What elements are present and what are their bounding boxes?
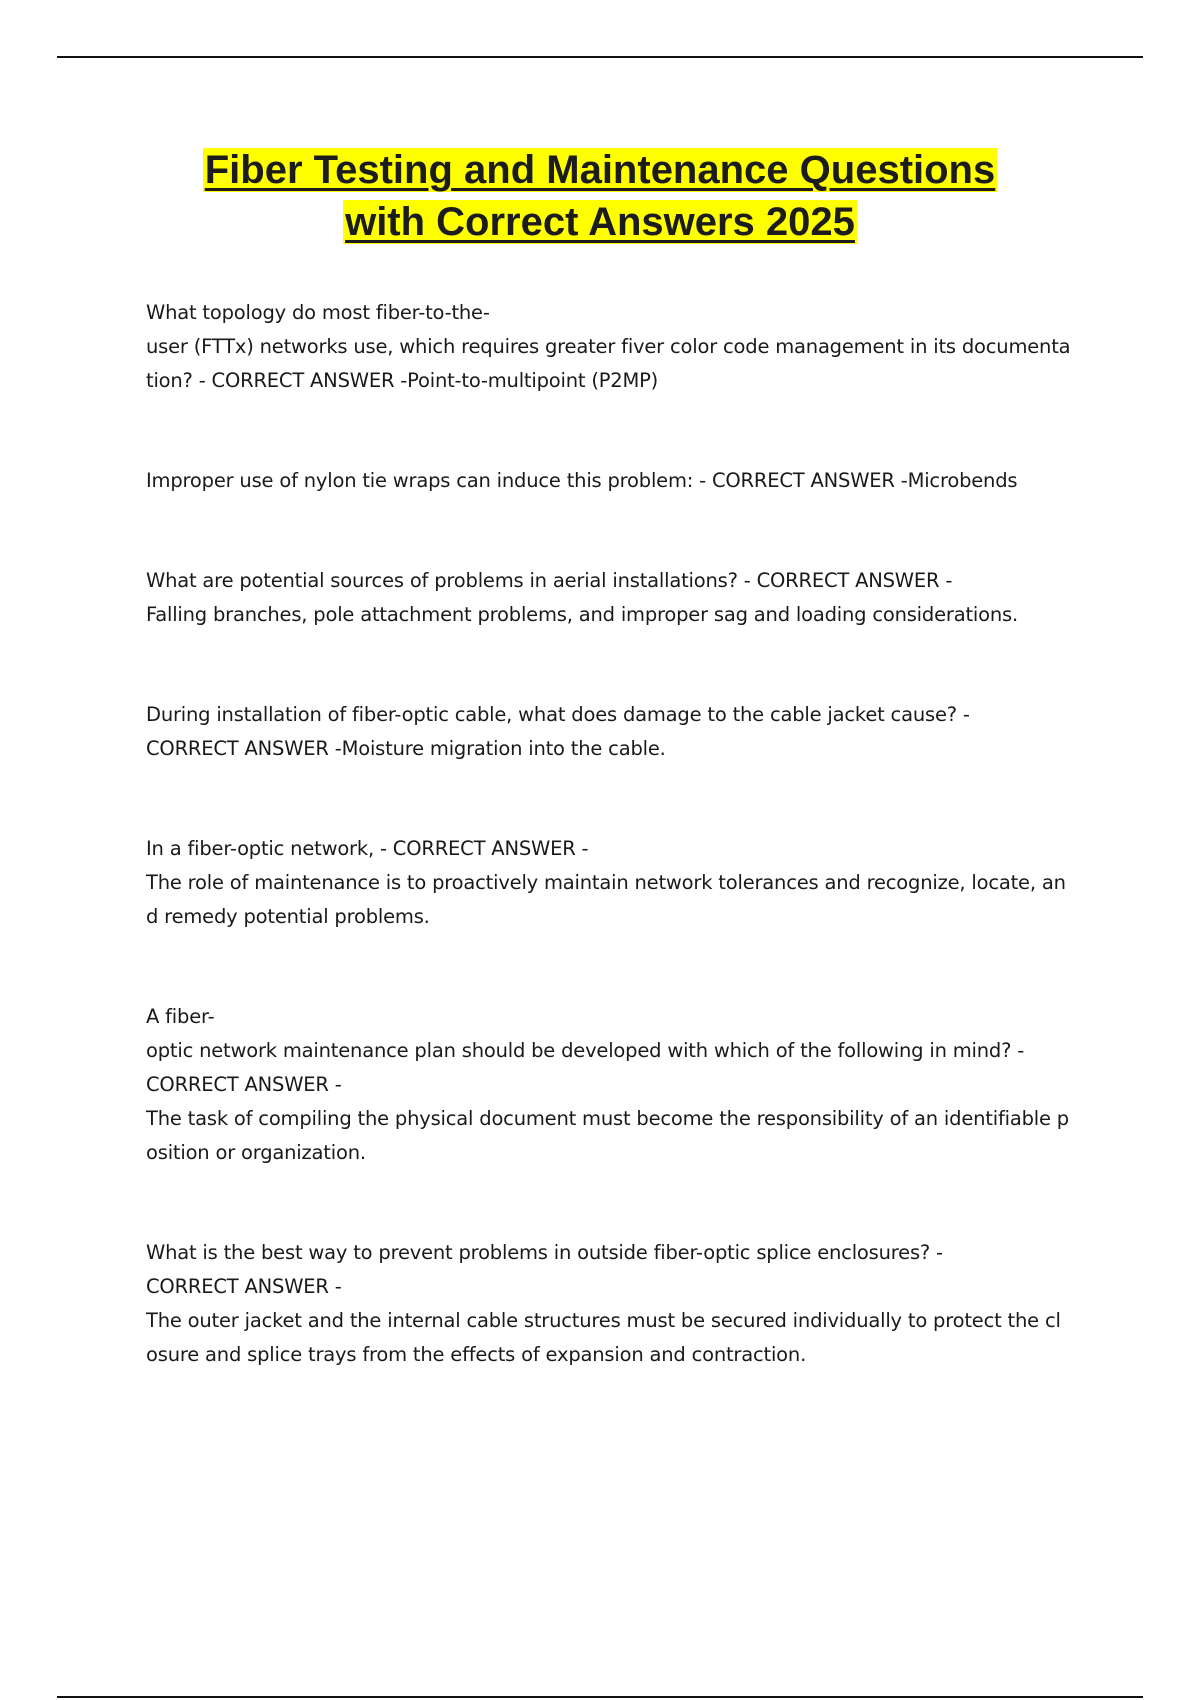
qa-item: Improper use of nylon tie wraps can induce this problem: - CORRECT ANSWER -Microbends [146,469,1018,492]
qa-item: During installation of fiber-optic cable, what does damage to the cable jacket cause? - CORRECT ANSWER -Moisture migration into the cable. [146,703,970,760]
title-line-2: with Correct Answers 2025 [345,200,855,244]
qa-item: What is the best way to prevent problems in outside fiber-optic splice enclosures? - CORRECT ANSWER - The outer jacket and the internal cable structures must be secured individually to protect the cl osure and splice trays from the effects of expansion and contraction. [146,1241,1061,1366]
qa-item: In a fiber-optic network, - CORRECT ANSWER - The role of maintenance is to proactively maintain network tolerances and recognize, locate, an d remedy potential problems. [146,837,1066,928]
qa-item: What topology do most fiber-to-the- user (FTTx) networks use, which requires greater fiver color code management in its documenta tion? - CORRECT ANSWER -Point-to-multipoint (P2MP) [146,301,1071,392]
header-divider [57,56,1143,58]
qa-list [146,296,1086,1372]
qa-item: What are potential sources of problems in aerial installations? - CORRECT ANSWER - Falling branches, pole attachment problems, and improper sag and loading considerations. [146,569,1018,626]
qa-item: A fiber- optic network maintenance plan should be developed with which of the following in mind? - CORRECT ANSWER - The task of compiling the physical document must become the responsibility of an identifiable p osition or organization. [146,1005,1069,1164]
title-line-1: Fiber Testing and Maintenance Questions [204,148,996,192]
footer-divider [57,1696,1143,1698]
document-title [0,144,1200,248]
